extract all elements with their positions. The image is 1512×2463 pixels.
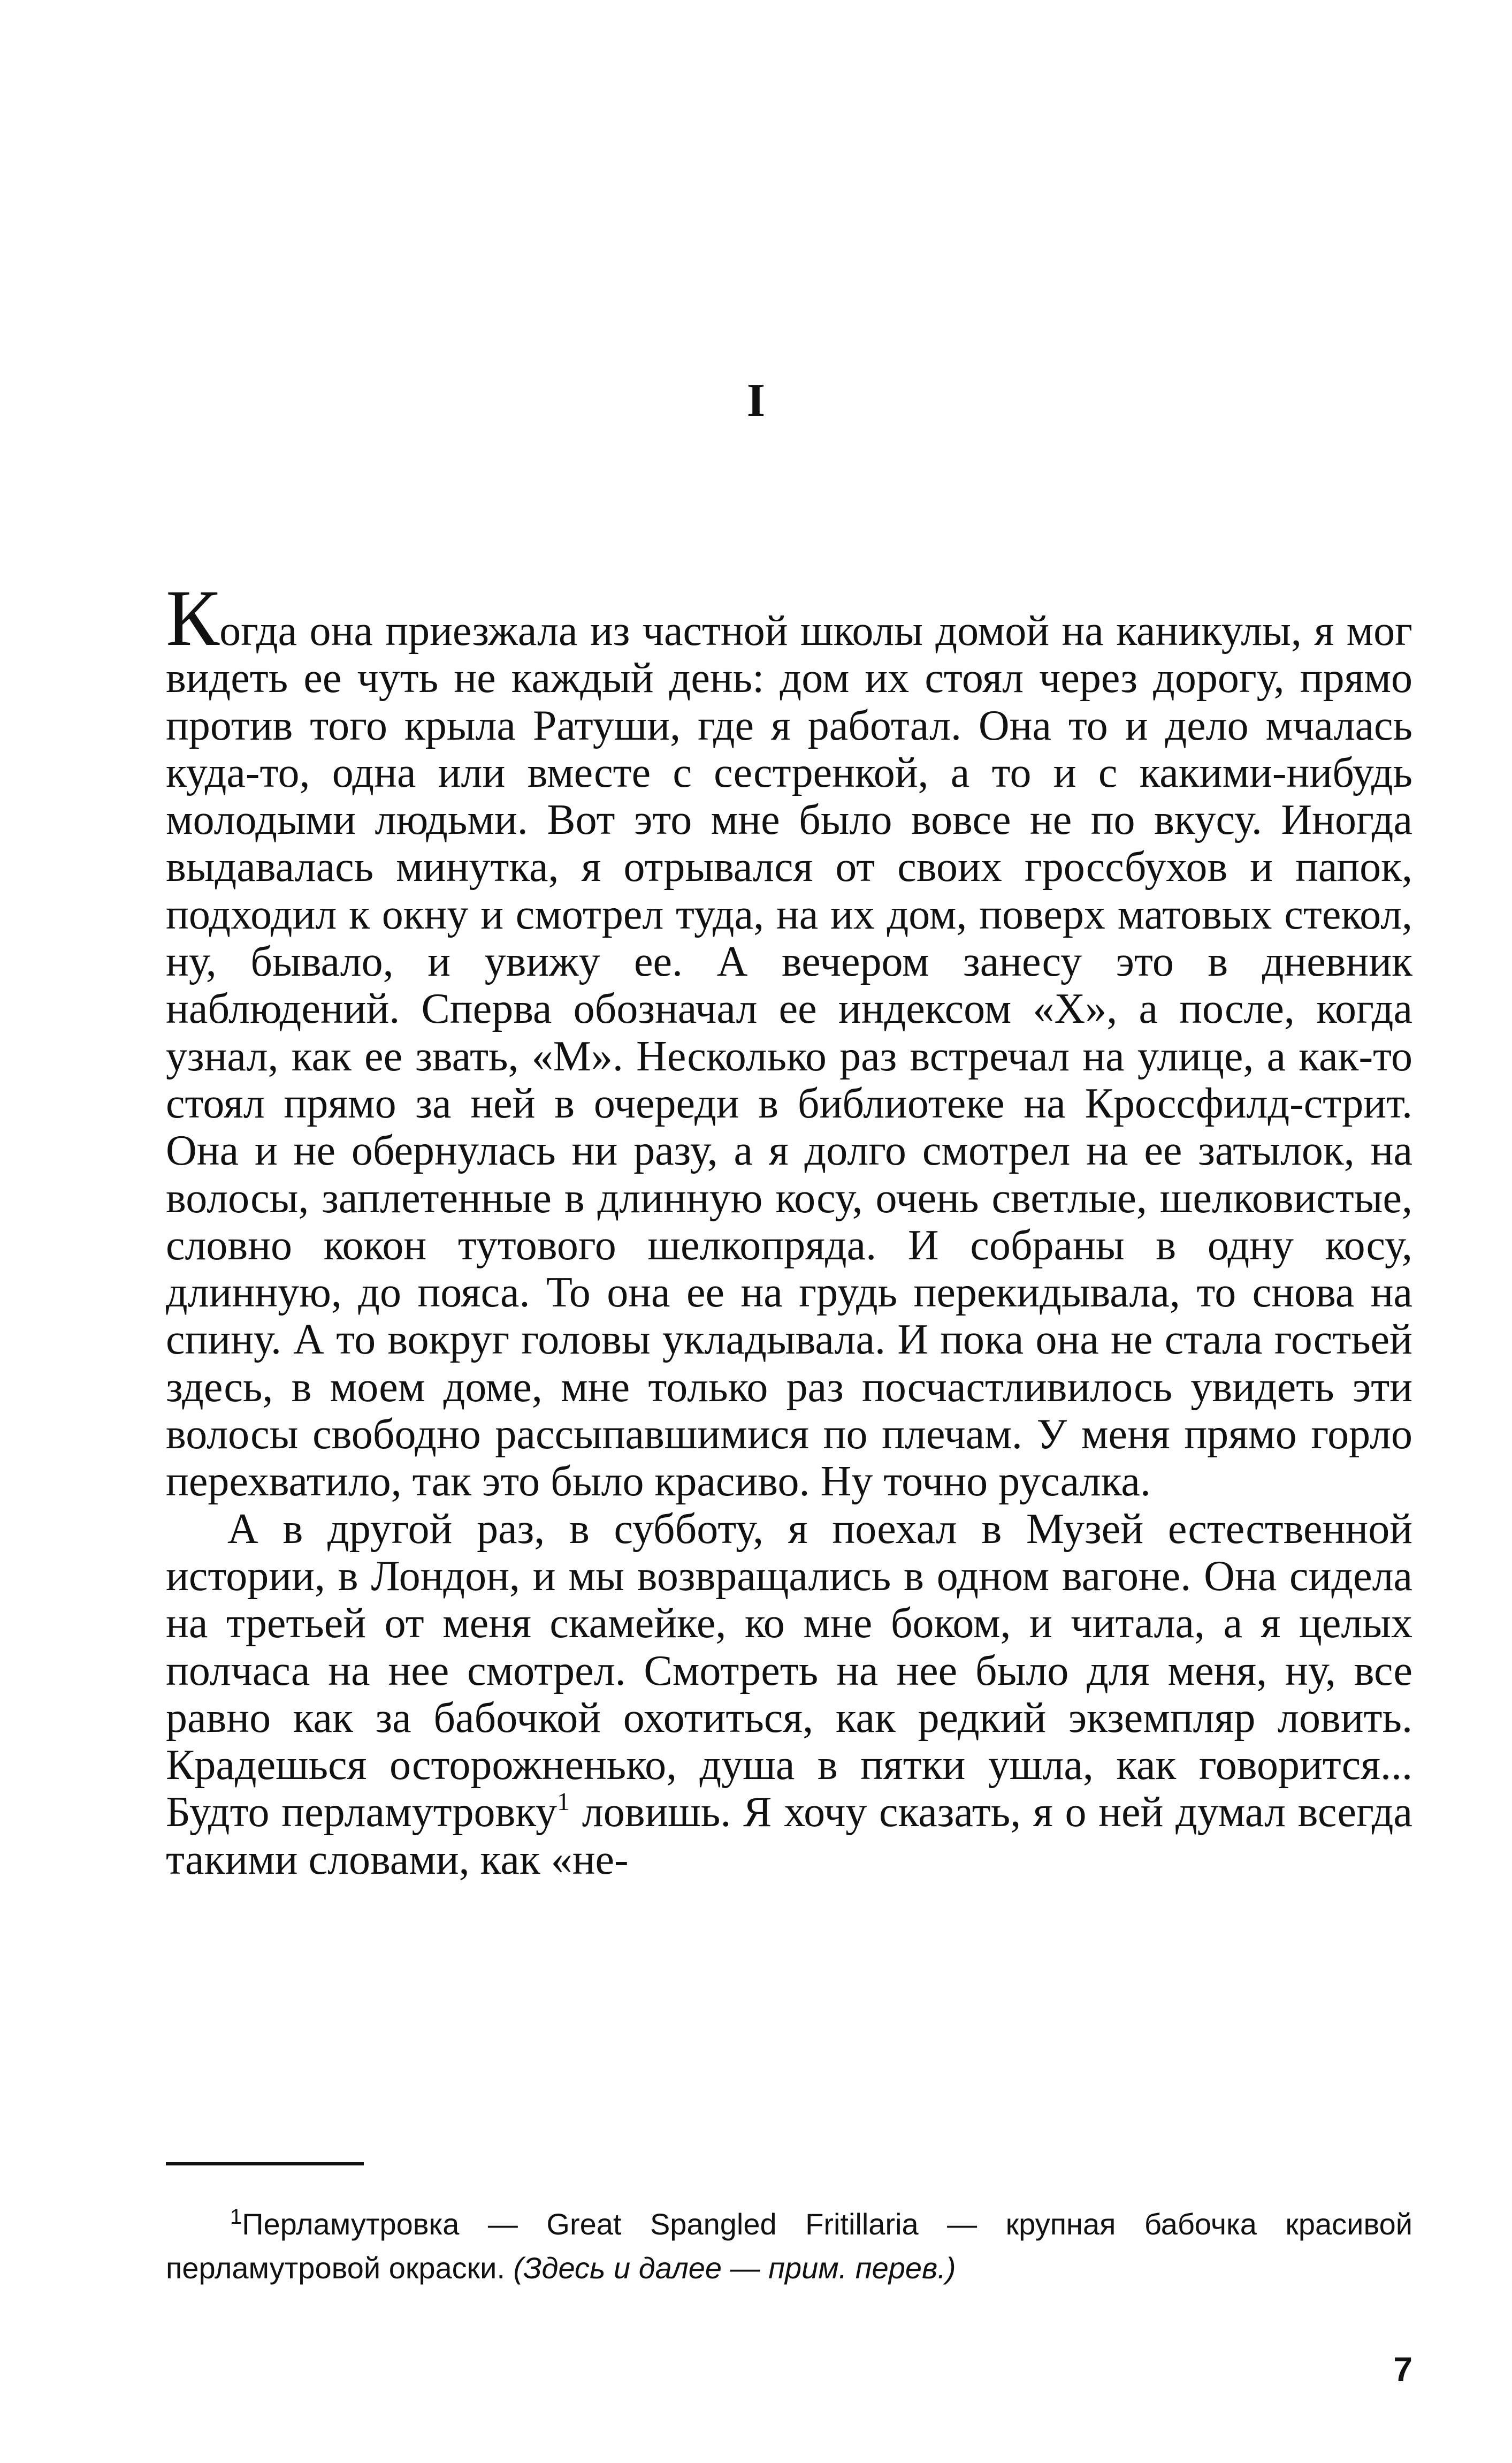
footnote-translator-note: (Здесь и далее — прим. перев.) <box>513 2251 956 2285</box>
chapter-number: I <box>746 375 766 427</box>
footnote-divider <box>166 2162 364 2165</box>
footnote-mark: 1 <box>230 2205 242 2229</box>
page-number: 7 <box>1393 2350 1412 2389</box>
footnote <box>166 2202 1412 2290</box>
paragraph-2-text-before-note: А в другой раз, в субботу, я поехал в Музей естественной истории, в Лондон, и мы возвращались в одном вагоне. Она сидела на третьей от меня скамейке, ко мне боком, и читала, а я целых полчаса на нее смотрел. Смотреть на нее было для меня, ну, все равно как за бабочкой охотиться, как редкий экземпляр ловить. Крадешься осторожненько, душа в пятки ушла, как говорится... Будто перламутровку <box>166 1505 1412 1836</box>
main-text <box>166 574 1413 1883</box>
paragraph-2 <box>166 1506 1412 1883</box>
paragraph-1 <box>166 574 1412 1506</box>
drop-cap: К <box>166 574 220 663</box>
footnote-reference: 1 <box>557 1788 570 1816</box>
paragraph-2-text-after-note: ловишь. Я хочу сказать, я о ней думал всегда такими словами, как «не- <box>166 1789 1413 1883</box>
paragraph-1-text: огда она приезжала из частной школы домой на каникулы, я мог видеть ее чуть не каждый день: дом их стоял через дорогу, прямо против того крыла Ратуши, где я работал. Она то и дело мчалась куда-то, одна или вместе с сестренкой, а то и с какими-нибудь молодыми людьми. Вот это мне было вовсе не по вкусу. Иногда выдавалась минутка, я отрывался от своих гроссбухов и папок, подходил к окну и смотрел туда, на их дом, поверх матовых стекол, ну, бывало, и увижу ее. А вечером занесу это в дневник наблюдений. Сперва обозначал ее индексом «Х», а после, когда узнал, как ее звать, «М». Несколько раз встречал на улице, а как-то стоял прямо за ней в очереди в библиотеке на Кроссфилд-стрит. Она и не обернулась ни разу, а я долго смотрел на ее затылок, на волосы, заплетенные в длинную косу, очень светлые, шелковистые, словно кокон тутового шелкопряда. И собраны в одну косу, длинную, до пояса. То она ее на грудь перекидывала, то снова на спину. А то вокруг головы укладывала. И пока она не стала гостьей здесь, в моем доме, мне только раз посчастливилось увидеть эти волосы свободно рассыпавшимися по плечам. У меня прямо горло перехватило, так это было красиво. Ну точно русалка. <box>166 607 1412 1506</box>
footnote-text: Перламутровка — Great Spangled Fritillaria — крупная бабочка красивой перламутровой окраски. <box>166 2207 1412 2285</box>
